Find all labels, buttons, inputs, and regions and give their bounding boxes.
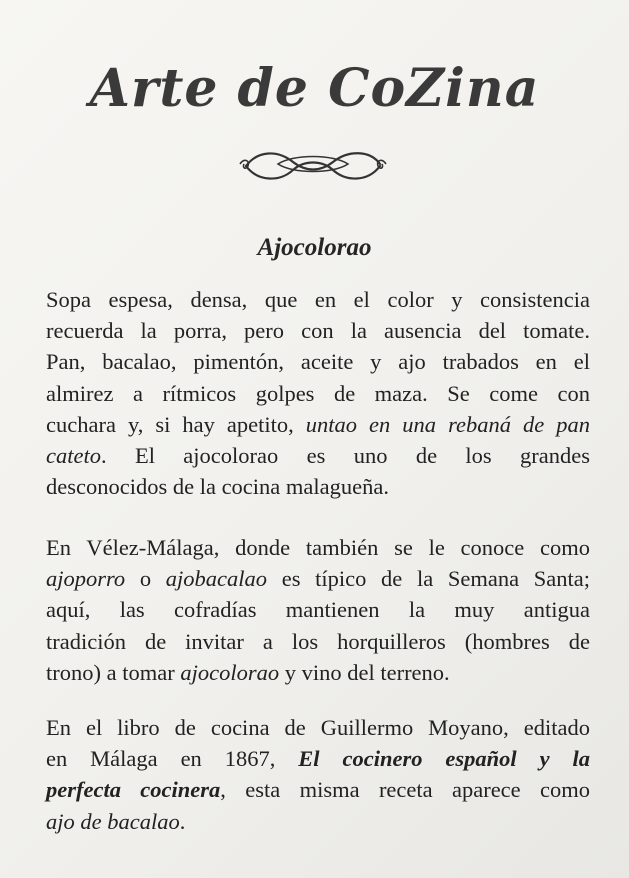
text-line: tradición de invitar a los horquilleros (hombres de (46, 628, 590, 654)
paragraph-description (46, 284, 590, 502)
text-line: Sopa espesa, densa, que en el color y consistencia (46, 287, 590, 312)
italic-phrase: ajobacalao (165, 566, 268, 592)
text-line: trono) a tomar ajocolorao y vino del terreno. (46, 659, 450, 685)
text-line: perfecta cocinera, esta misma receta aparece como (46, 777, 590, 803)
italic-phrase: ajocolorao (180, 659, 280, 685)
italic-phrase: ajo de bacalao (46, 808, 180, 834)
text-line: aquí, las cofradías mantienen la muy antigua (46, 597, 590, 623)
book-title: perfecta cocinera (46, 777, 221, 803)
book-title: El cocinero español y la (298, 746, 590, 772)
text-line: En el libro de cocina de Guillermo Moyano, editado (46, 715, 590, 740)
text-line: ajo de bacalao. (46, 808, 186, 834)
italic-phrase: cateto (46, 443, 101, 469)
text-line: desconocidos de la cocina malagueña. (46, 474, 389, 500)
page-title: Arte de CoZina (89, 58, 540, 119)
flourish-divider-icon (238, 140, 388, 190)
text-line: ajoporro o ajobacalao es típico de la Semana Santa; (46, 566, 591, 592)
italic-phrase: untao en una rebaná de pan (305, 411, 590, 437)
text-line: En Vélez-Málaga, donde también se le conoce como (46, 535, 590, 560)
paragraph-book (46, 712, 590, 837)
italic-phrase: ajoporro (46, 566, 126, 592)
text-line: Pan, bacalao, pimentón, aceite y ajo trabados en el (46, 349, 590, 375)
text-line: cuchara y, si hay apetito, untao en una rebaná de pan (46, 411, 590, 437)
text-line: recuerda la porra, pero con la ausencia del tomate. (46, 318, 590, 344)
paragraph-velez (46, 532, 590, 688)
text-line: en Málaga en 1867, El cocinero español y la (46, 746, 590, 772)
recipe-heading: Ajocolorao (257, 234, 372, 261)
text-line: almirez a rítmicos golpes de maza. Se come con (46, 380, 590, 406)
text-line: cateto. El ajocolorao es uno de los grandes (46, 443, 590, 469)
